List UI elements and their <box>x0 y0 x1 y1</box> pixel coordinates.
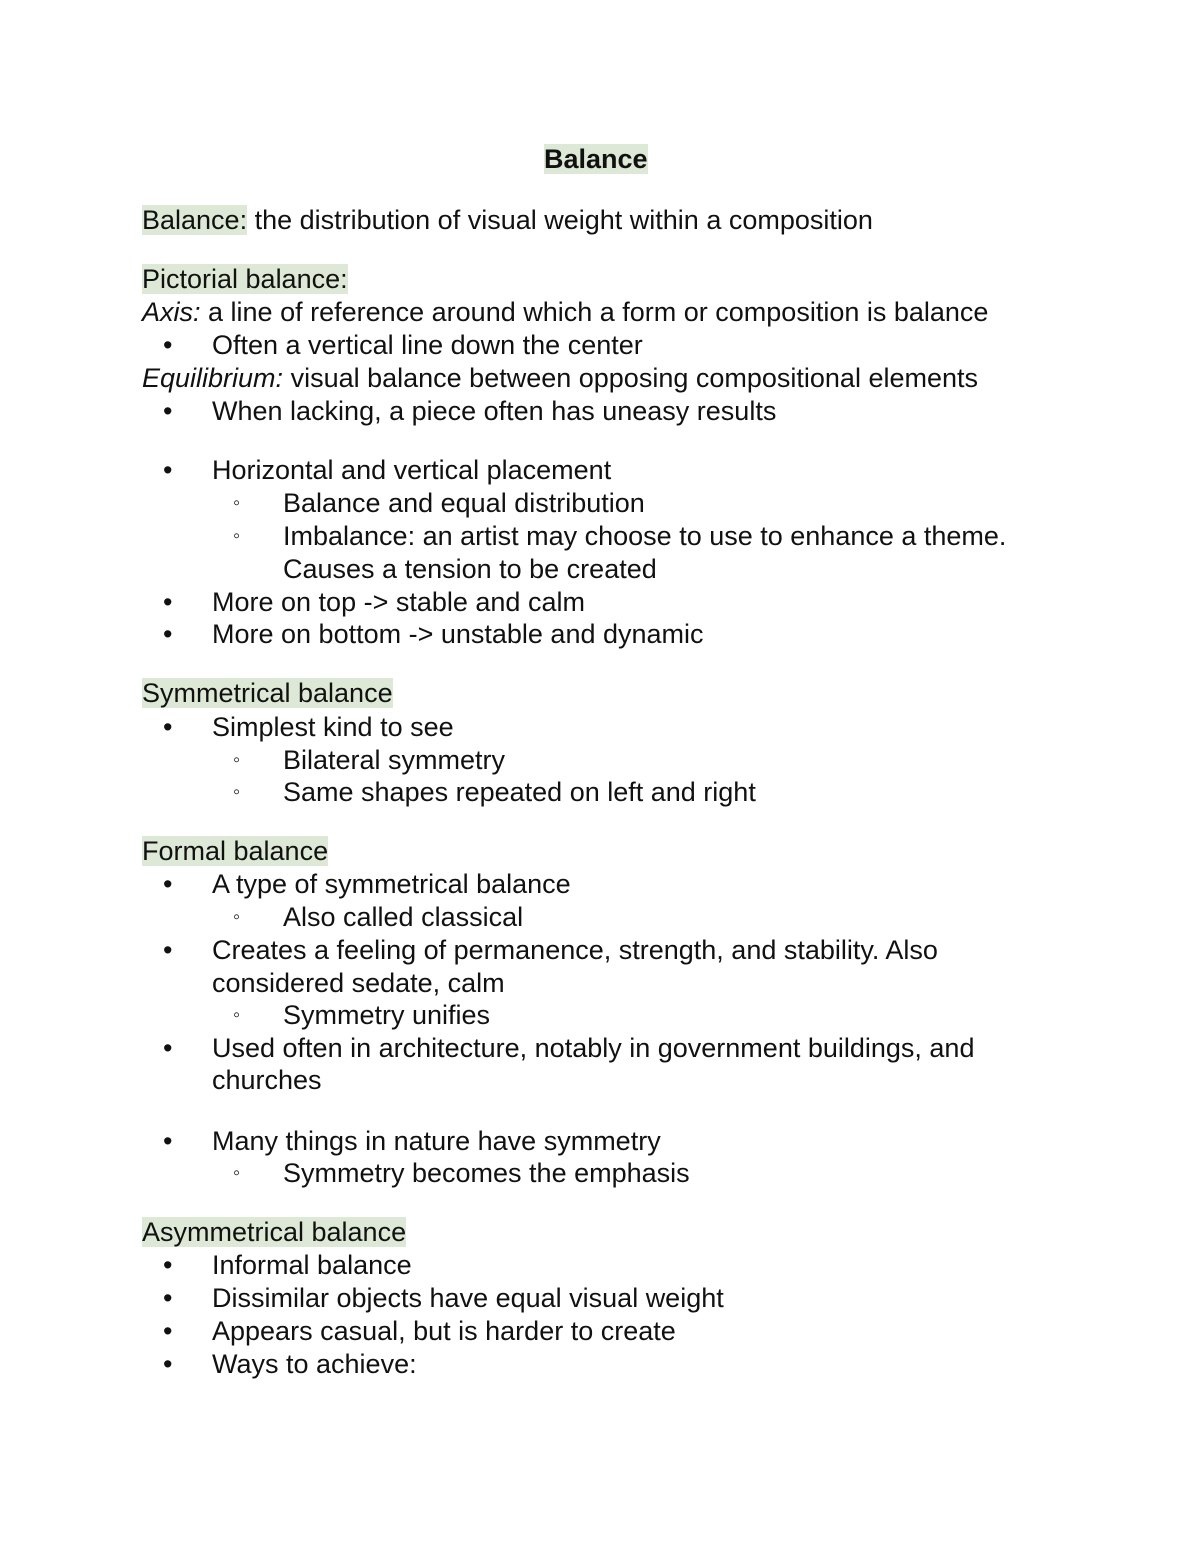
list-item: Horizontal and vertical placement <box>212 455 612 485</box>
list-item: Many things in nature have symmetry <box>212 1126 661 1156</box>
sub-list-item: Balance and equal distribution <box>283 488 645 518</box>
list-item: Simplest kind to see <box>212 712 454 742</box>
definition-text: the distribution of visual weight within a composition <box>247 205 873 235</box>
bullet-icon: • <box>163 1349 173 1379</box>
sub-list-item: Same shapes repeated on left and right <box>283 777 756 807</box>
bullet-icon: • <box>163 935 173 965</box>
asymmetrical-heading-text: Asymmetrical balance <box>142 1217 407 1247</box>
formal-heading-text: Formal balance <box>142 836 329 866</box>
bullet-icon: • <box>163 1316 173 1346</box>
bullet-icon: • <box>163 330 173 360</box>
bullet-icon: • <box>163 712 173 742</box>
equilibrium-line <box>142 362 978 395</box>
pictorial-heading-text: Pictorial balance: <box>142 264 348 294</box>
symmetrical-heading <box>142 677 393 710</box>
bullet-icon: • <box>163 1126 173 1156</box>
sub-list-item: Bilateral symmetry <box>283 745 506 775</box>
list-item: Appears casual, but is harder to create <box>212 1316 676 1346</box>
list-item: Informal balance <box>212 1250 412 1280</box>
bullet-icon: • <box>163 455 173 485</box>
axis-text: a line of reference around which a form or composition is balance <box>200 297 989 327</box>
list-item: More on top -> stable and calm <box>212 587 585 617</box>
equilibrium-text: visual balance between opposing compositional elements <box>283 363 978 393</box>
sub-bullet-icon: ◦ <box>233 1162 241 1184</box>
sub-list-item: Imbalance: an artist may choose to use to enhance a theme. <box>283 521 1007 551</box>
formal-heading <box>142 835 328 868</box>
list-item: Used often in architecture, notably in government buildings, and <box>212 1033 975 1063</box>
title-text: Balance <box>544 144 648 174</box>
sub-list-item: Symmetry becomes the emphasis <box>283 1158 690 1188</box>
pictorial-heading <box>142 263 348 296</box>
sub-bullet-icon: ◦ <box>233 1004 241 1026</box>
bullet-icon: • <box>163 619 173 649</box>
sub-bullet-icon: ◦ <box>233 525 241 547</box>
bullet-icon: • <box>163 869 173 899</box>
sub-bullet-icon: ◦ <box>233 749 241 771</box>
sub-list-item: Also called classical <box>283 902 524 932</box>
axis-line <box>142 296 988 329</box>
sub-list-item: Symmetry unifies <box>283 1000 491 1030</box>
definition-term: Balance: <box>142 205 248 235</box>
list-item: A type of symmetrical balance <box>212 869 571 899</box>
bullet-icon: • <box>163 1250 173 1280</box>
list-item: Ways to achieve: <box>212 1349 417 1379</box>
axis-term: Axis: <box>142 297 201 327</box>
list-item: More on bottom -> unstable and dynamic <box>212 619 704 649</box>
list-item-continuation: considered sedate, calm <box>212 968 505 998</box>
sub-bullet-icon: ◦ <box>233 906 241 928</box>
page-title <box>544 143 648 176</box>
symmetrical-heading-text: Symmetrical balance <box>142 678 393 708</box>
list-item: When lacking, a piece often has uneasy results <box>212 396 777 426</box>
list-item: Dissimilar objects have equal visual weight <box>212 1283 724 1313</box>
definition-line <box>142 204 873 237</box>
bullet-icon: • <box>163 396 173 426</box>
list-item: Often a vertical line down the center <box>212 330 643 360</box>
bullet-icon: • <box>163 587 173 617</box>
sub-bullet-icon: ◦ <box>233 781 241 803</box>
list-item-continuation: churches <box>212 1065 322 1095</box>
asymmetrical-heading <box>142 1216 406 1249</box>
sub-bullet-icon: ◦ <box>233 492 241 514</box>
bullet-icon: • <box>163 1033 173 1063</box>
list-item: Creates a feeling of permanence, strength, and stability. Also <box>212 935 938 965</box>
sub-list-item-continuation: Causes a tension to be created <box>283 554 657 584</box>
bullet-icon: • <box>163 1283 173 1313</box>
equilibrium-term: Equilibrium: <box>142 363 284 393</box>
